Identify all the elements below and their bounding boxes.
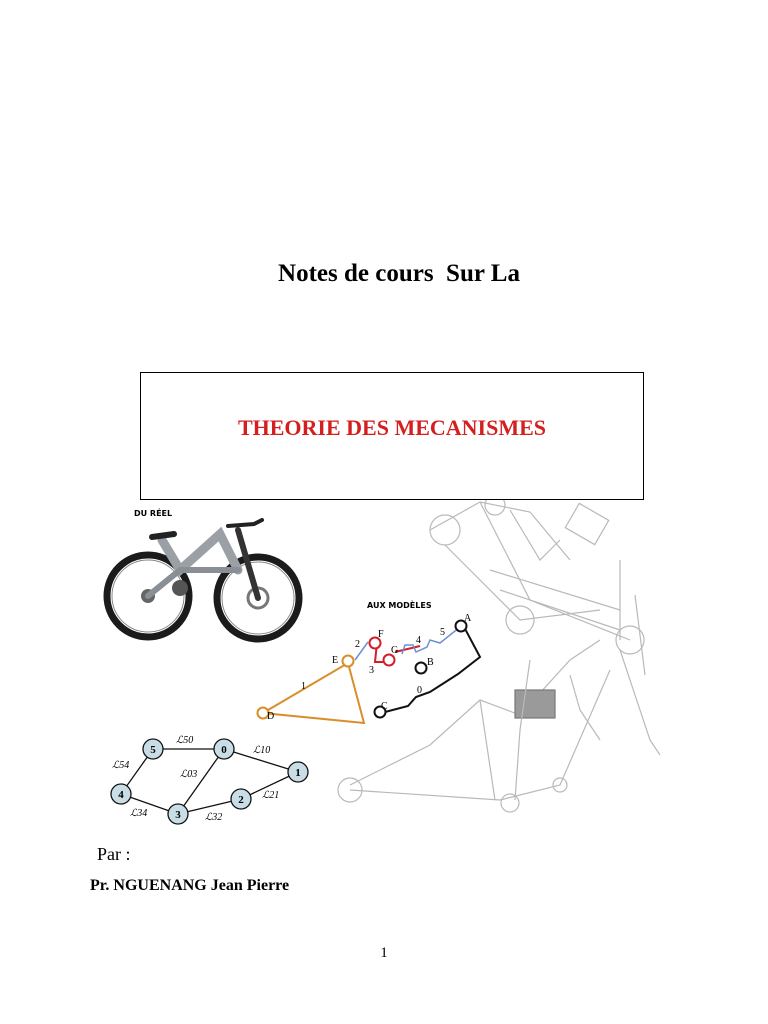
edge-l34-label: ℒ34: [130, 808, 148, 819]
black-link-0: [385, 625, 480, 712]
links-graph: [111, 735, 308, 824]
joint-3: [384, 655, 395, 666]
aux-modeles-label: AUX MODÈLES: [367, 601, 432, 610]
point-b-label: B: [427, 657, 434, 668]
link-2-label: 2: [355, 639, 360, 650]
point-g-label: G: [391, 645, 399, 656]
orange-link-1: [263, 663, 364, 723]
edge-l03-label: ℒ03: [180, 769, 198, 780]
point-e-label: E: [332, 655, 339, 666]
edge-l21-label: ℒ21: [262, 790, 280, 801]
bicycle-picture: [107, 507, 299, 639]
title-box: [140, 372, 644, 500]
point-f-label: F: [378, 629, 384, 640]
edge-l10-label: ℒ10: [253, 745, 271, 756]
point-c-label: C: [381, 701, 388, 712]
document-title: THEORIE DES MECANISMES: [237, 415, 547, 440]
edge-l54-label: ℒ54: [112, 760, 130, 771]
model-labels: [267, 613, 472, 722]
graph-node-0-label: 0: [221, 744, 227, 756]
link-3-label: 3: [369, 665, 374, 676]
link-0-label: 0: [417, 685, 422, 696]
graph-node-1-label: 1: [295, 767, 301, 779]
author-name: Pr. NGUENANG Jean Pierre: [90, 877, 290, 894]
point-a-label: A: [464, 613, 472, 624]
link-4-label: 4: [416, 635, 421, 646]
graph-node-4-label: 4: [118, 789, 124, 801]
joint-e: [343, 656, 354, 667]
du-reel-label: DU RÉEL: [134, 509, 173, 518]
page-number: 1: [380, 945, 388, 961]
joint-b: [416, 663, 427, 674]
edge-l32-label: ℒ32: [205, 812, 223, 823]
graph-node-3-label: 3: [175, 809, 181, 821]
graph-node-5-label: 5: [150, 744, 156, 756]
document-heading: Notes de cours Sur La: [278, 260, 520, 287]
blue-link-4-5: [402, 627, 460, 654]
link-5-label: 5: [440, 627, 445, 638]
graph-node-2-label: 2: [238, 794, 244, 806]
par-label: Par :: [97, 844, 131, 864]
edge-l50-label: ℒ50: [176, 735, 194, 746]
link-1-label: 1: [301, 681, 306, 692]
point-d-label: D: [267, 711, 275, 722]
mechanism-figure: [100, 500, 660, 835]
